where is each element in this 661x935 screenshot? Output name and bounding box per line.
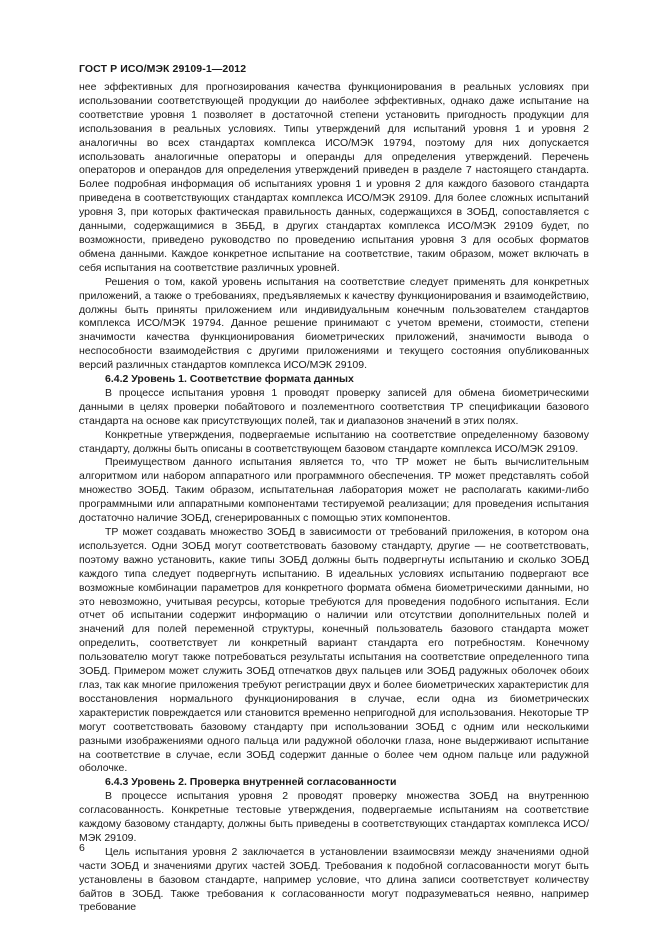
paragraph: Решения о том, какой уровень испытания на соответствие следует применять для конкретных приложений, а также о требованиях, предъявляемых к качеству функционирования и взаимодействию, должны быть приняты приложением или индивидуальным конечным пользователем стандартов комплекса ИСО/МЭК 19794. Данное решение принимают с учетом времени, стоимости, степени значимости качества функционирования биометрических приложений, значимости вывода о неспособности взаимодействия с другими приложениями и текущего состояния опубликованных версий различных стандартов комплекса ИСО/МЭК 29109.	[79, 275, 589, 372]
page-body	[79, 81, 589, 915]
paragraph-continued: нее эффективных для прогнозирования качества функционирования в реальных условиях при использовании соответствующей продукции до наиболее эффективных, однако даже испытание на соответствие уровня 1 позволяет в достаточной степени установить пригодность продукции для использования в реальных условиях. Типы утверждений для испытаний уровня 1 и уровня 2 аналогичны во всех стандартах комплекса ИСО/МЭК 19794, поэтому для них допускается использовать аналогичные операторы и операнды для определения утверждений. Перечень операторов и операндов для определения утверждений приведен в разделе 7 настоящего стандарта. Более подробная информация об испытаниях уровня 1 и уровня 2 для каждого базового стандарта приведена в соответствующих стандартах комплекса ИСО/МЭК 29109. Для более сложных испытаний уровня 3, при которых фактическая правильность данных, содержащихся в ЗОБД, сопоставляется с данными, содержащимися в ЗББД, в других стандартах комплекса ИСО/МЭК 29109 будет, по возможности, приведено руководство по проведению испытания уровня 3 для особых форматов обмена данными. Каждое конкретное испытание на соответствие, таким образом, может включать в себя испытания на соответствие различных уровней.	[79, 81, 589, 274]
paragraph: В процессе испытания уровня 1 проводят проверку записей для обмена биометрическими данными в целях проверки побайтового и позлементного соответствия ТР спецификации базового стандарта на основе как присутствующих полей, так и диапазонов значений в этих полях.	[79, 386, 589, 427]
paragraph: Конкретные утверждения, подвергаемые испытанию на соответствие определенному базовому стандарту, должны быть описаны в соответствующем базовом стандарте комплекса ИСО/МЭК 29109.	[79, 428, 589, 455]
paragraph: Преимуществом данного испытания является то, что ТР может не быть вычислительным алгоритмом или набором аппаратного или программного обеспечения. ТР может представлять собой множество ЗОБД. Таким образом, испытательная лаборатория может не располагать какими-либо программными или аппаратными компонентами тестируемой реализации; для проведения испытания достаточно наличие ЗОБД, сгенерированных с помощью этих компонентов.	[79, 456, 589, 525]
paragraph: В процессе испытания уровня 2 проводят проверку множества ЗОБД на внутреннюю согласованность. Конкретные тестовые утверждения, подвергаемые испытаниям на соответствие каждому базовому стандарту, должны быть приведены в соответствующих стандартах комплекса ИСО/МЭК 29109.	[79, 790, 589, 844]
running-header: ГОСТ Р ИСО/МЭК 29109-1—2012	[79, 63, 247, 75]
section-heading-6-4-3: 6.4.3 Уровень 2. Проверка внутренней согласованности	[105, 776, 397, 789]
paragraph: Цель испытания уровня 2 заключается в установлении взаимосвязи между значениями одной части ЗОБД и значениями других частей ЗОБД. Требования к подобной согласованности могут быть установлены в базовом стандарте, например условие, что длина записи соответствует количеству байтов в ЗОБД. Также требования к согласованности могут подразумеваться неявно, например требование	[79, 845, 589, 914]
page-number: 6	[79, 842, 85, 854]
paragraph: ТР может создавать множество ЗОБД в зависимости от требований приложения, в котором она используется. Одни ЗОБД могут соответствовать базовому стандарту, другие — не соответствовать, поэтому важно установить, какие типы ЗОБД должны быть подвергнуты испытанию и сколько ЗОБД каждого типа следует подвергнуть испытанию. В идеальных условиях испытанию подвергают все возможные комбинации параметров для конкретного формата обмена биометрическими данными, но это невозможно, учитывая ресурсы, которые требуются для проведения подобного испытания. Если отчет об испытании содержит информацию о наличии или отсутствии дополнительных полей и значений для полей переменной структуры, конечный пользователь базового стандарта может определить, соответствует ли конкретный вариант стандарта его потребностям. Конечному пользователю могут также потребоваться результаты испытания на соответствие определенного типа ЗОБД. Примером может служить ЗОБД отпечатков двух пальцев или ЗОБД радужных оболочек обоих глаз, так как многие приложения требуют регистрации двух и более биометрических характеристик для восстановления нормального функционирования в случае, если одна из биометрических характеристик повреждается или становится временно непригодной для использования. Некоторые ТР могут соответствовать базовому стандарту при использовании ЗОБД с одним или несколькими разными изображениями одного пальца или радужной оболочки глаза, ноне выдерживают испытание на соответствие в случае, если ЗОБД содержит данные о более чем одном пальце или радужной оболочке.	[79, 526, 589, 775]
section-heading-6-4-2: 6.4.2 Уровень 1. Соответствие формата данных	[105, 373, 354, 386]
